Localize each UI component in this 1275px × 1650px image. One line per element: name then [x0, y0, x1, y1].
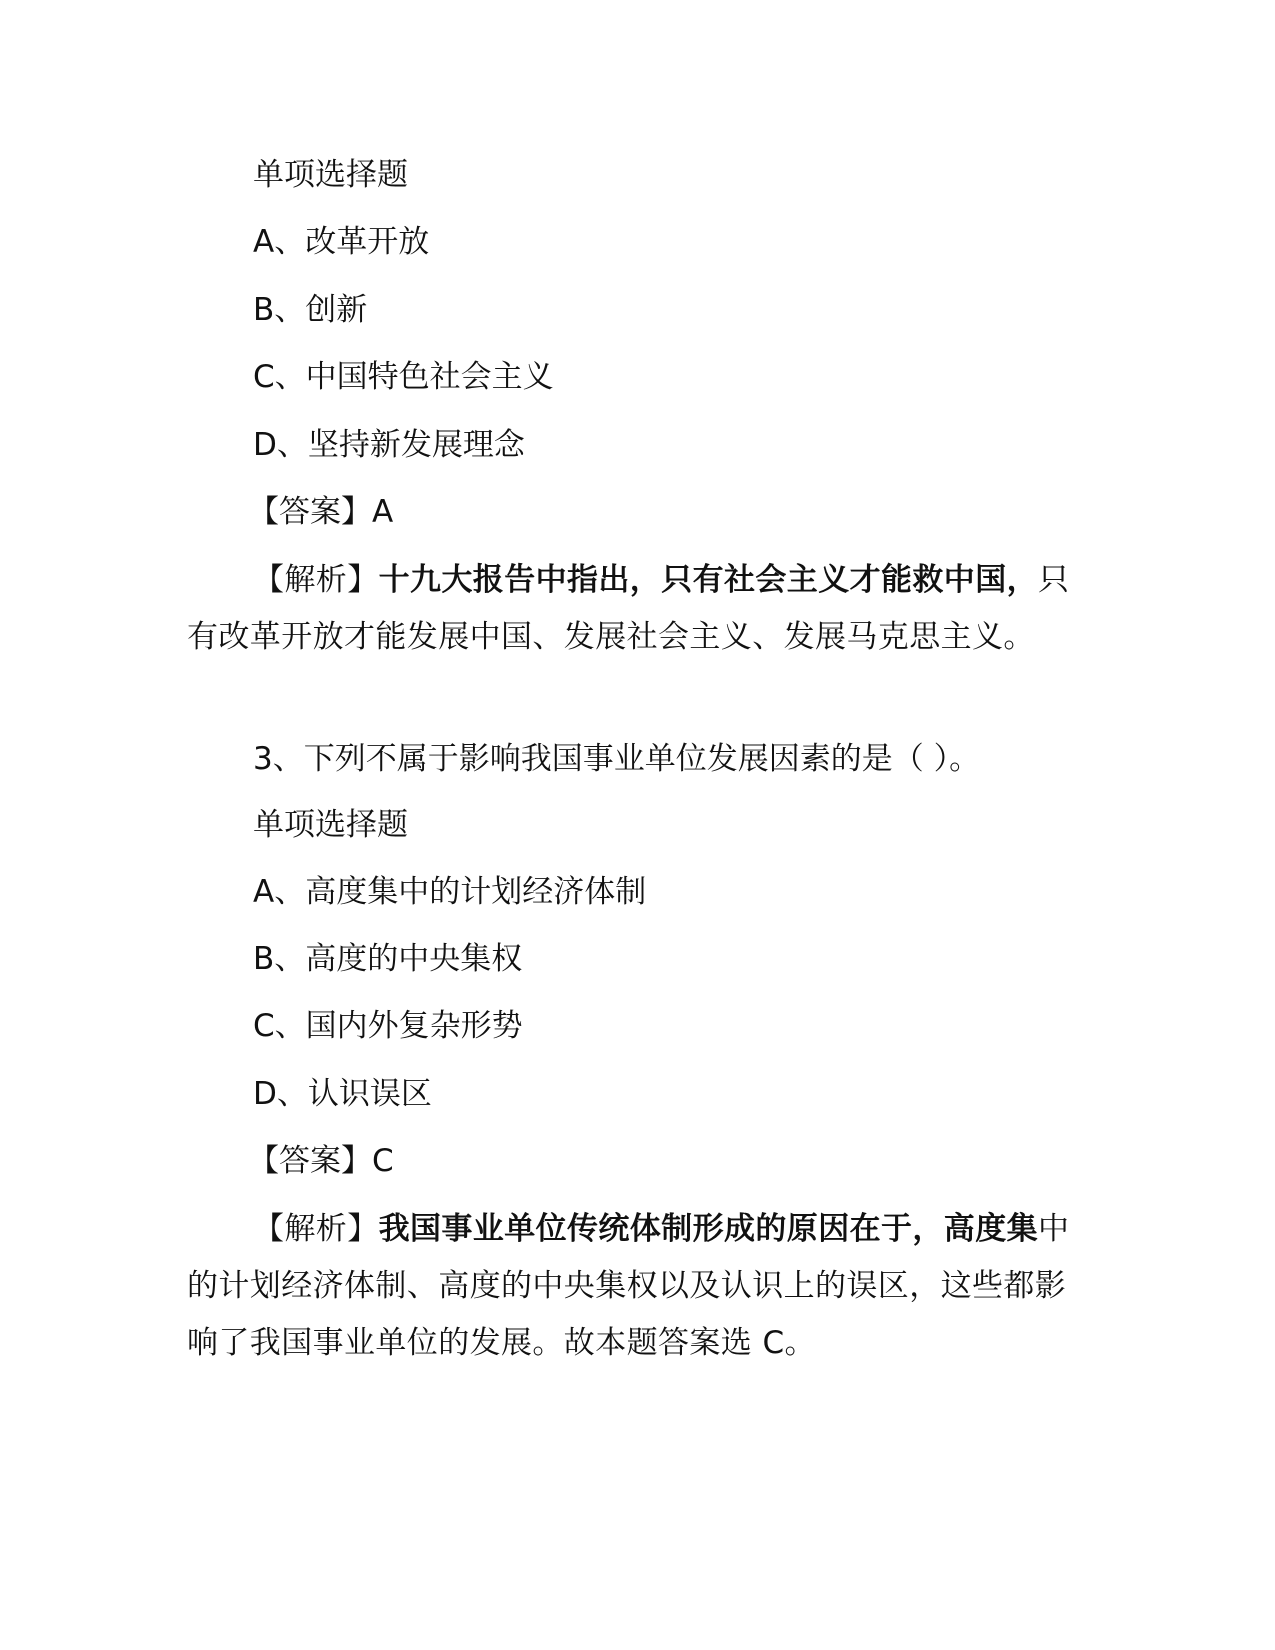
question-type-label: 单项选择题	[253, 807, 408, 843]
option-d: D、认识误区	[253, 1076, 432, 1112]
option-b: B、高度的中央集权	[253, 941, 523, 977]
option-a: A、高度集中的计划经济体制	[253, 874, 647, 910]
question-type-label: 单项选择题	[253, 157, 408, 193]
answer-line: 【答案】A	[248, 494, 394, 530]
analysis-bold-text: 我国事业单位传统体制形成的原因在于，高度集	[378, 1211, 1039, 1247]
analysis-paragraph	[187, 1201, 1087, 1372]
analysis-paragraph	[187, 552, 1087, 666]
question-text: 3、下列不属于影响我国事业单位发展因素的是（ ）。	[253, 741, 981, 777]
answer-line: 【答案】C	[248, 1143, 394, 1179]
option-c: C、国内外复杂形势	[253, 1008, 523, 1044]
analysis-tag: 【解析】	[253, 562, 379, 598]
option-d: D、坚持新发展理念	[253, 427, 525, 463]
analysis-bold-text: 十九大报告中指出，只有社会主义才能救中国，	[378, 562, 1039, 598]
analysis-text: 中的计划经济体制、高度的中央集权以及认识上的误区，这些都影响了我国事业单位的发展。故本题答案选 C。	[187, 1211, 1070, 1361]
option-b: B、创新	[253, 292, 368, 328]
analysis-tag: 【解析】	[253, 1211, 379, 1247]
option-a: A、改革开放	[253, 224, 430, 260]
option-c: C、中国特色社会主义	[253, 359, 554, 395]
analysis-text: 只有改革开放才能发展中国、发展社会主义、发展马克思主义。	[187, 562, 1070, 655]
